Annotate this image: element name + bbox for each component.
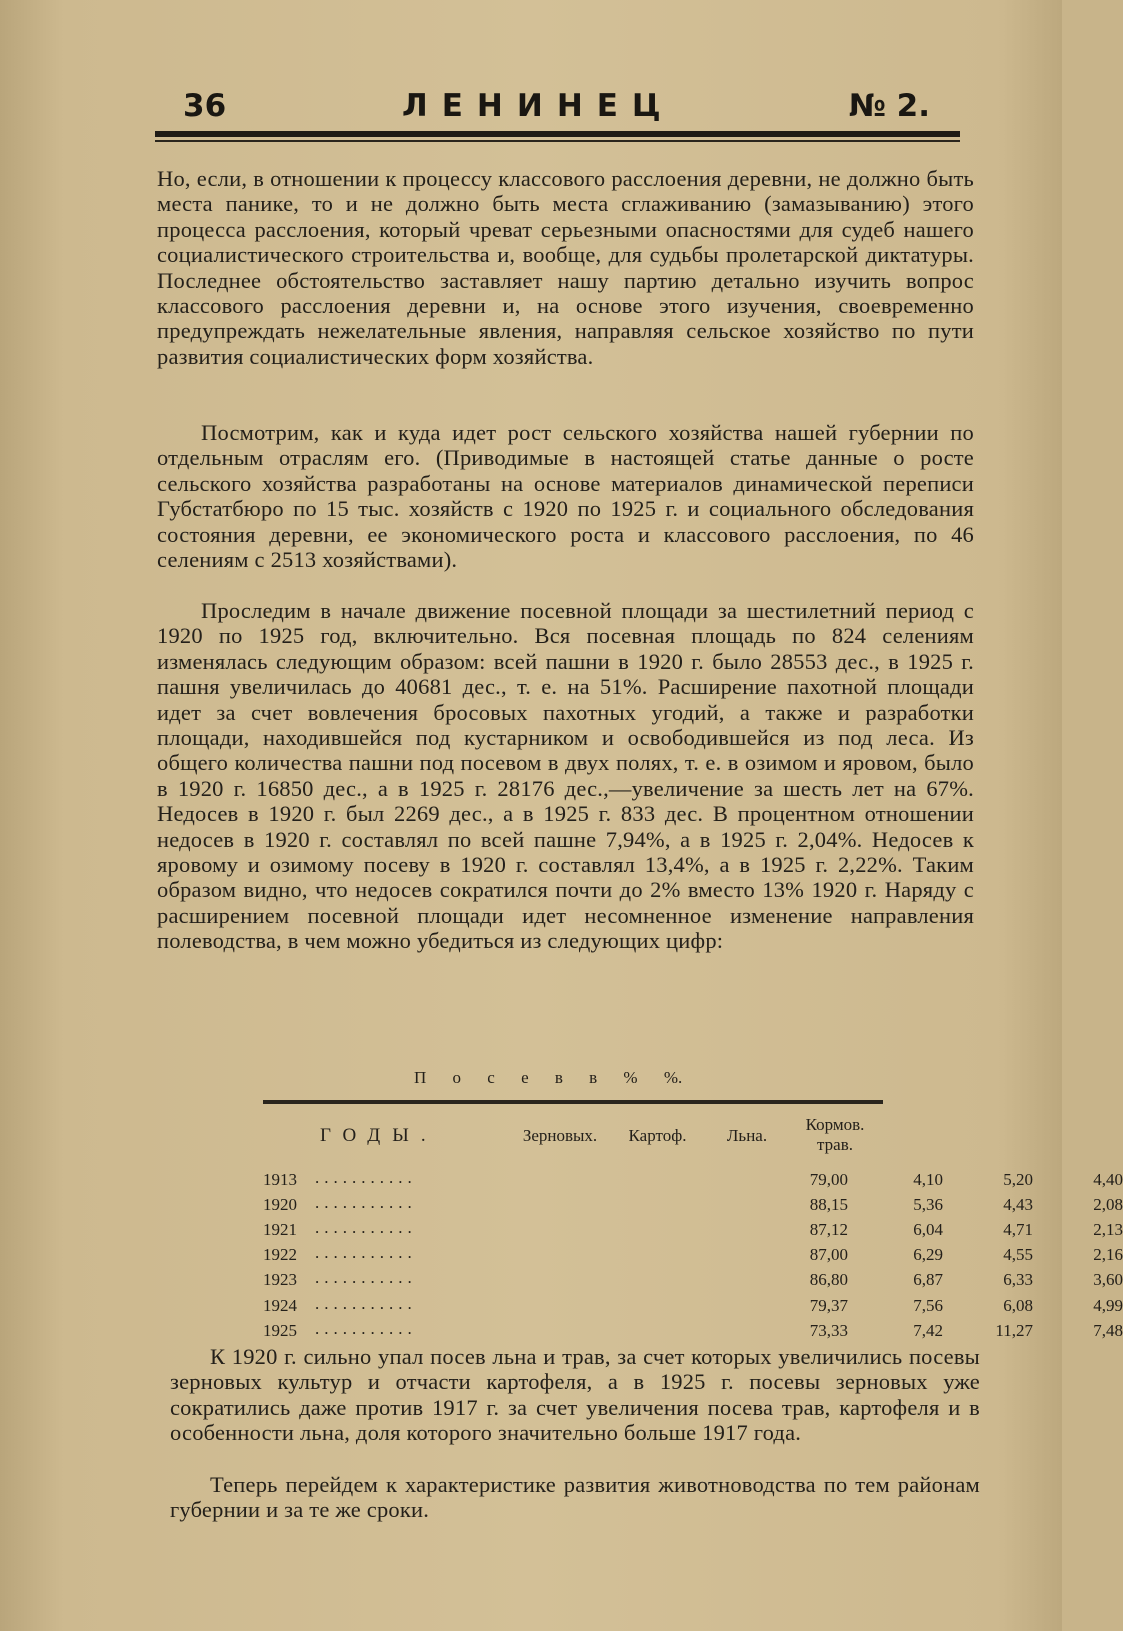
- paragraph-5: Теперь перейдем к характеристике развития животноводства по тем районам губернии и за те же сроки.: [170, 1472, 980, 1523]
- cell-potato: 5,36: [913, 1195, 943, 1214]
- cell-flax: 4,55: [1003, 1245, 1033, 1264]
- cell-fodder: 3,60: [1093, 1270, 1123, 1289]
- cell-fodder: 2,13: [1093, 1220, 1123, 1239]
- cell-grain: 79,37: [809, 1296, 848, 1315]
- cell-grain: 86,80: [809, 1270, 848, 1289]
- table-header-years: ГОДЫ.: [320, 1125, 438, 1146]
- cell-grain: 87,12: [809, 1220, 848, 1239]
- cell-grain: 88,15: [809, 1195, 848, 1214]
- row-dots: ...........: [315, 1168, 417, 1187]
- table-row: [263, 1268, 1123, 1295]
- table-header-flax: Льна.: [726, 1126, 768, 1145]
- table-top-rule: [263, 1100, 883, 1104]
- cell-flax: 6,33: [1003, 1270, 1033, 1289]
- row-dots: ...........: [315, 1243, 417, 1262]
- page-header: [155, 88, 960, 128]
- row-dots: ...........: [315, 1294, 417, 1313]
- cell-grain: 79,00: [809, 1170, 848, 1189]
- table-header-potato: Картоф.: [628, 1126, 687, 1145]
- cell-flax: 11,27: [995, 1321, 1033, 1340]
- row-dots: ...........: [315, 1319, 417, 1338]
- table-header-fodder: Кормов. трав.: [805, 1115, 865, 1154]
- row-year: 1922: [263, 1245, 297, 1264]
- table-header-grain: Зерновых.: [522, 1126, 598, 1145]
- table-title: П о с е в в % %.: [414, 1068, 683, 1087]
- row-dots: ...........: [315, 1218, 417, 1237]
- row-year: 1920: [263, 1195, 297, 1214]
- header-rule-thin: [155, 140, 960, 142]
- row-year: 1921: [263, 1220, 297, 1239]
- cell-grain: 87,00: [809, 1245, 848, 1264]
- table-row: [263, 1294, 1123, 1321]
- cell-flax: 5,20: [1003, 1170, 1033, 1189]
- row-dots: ...........: [315, 1193, 417, 1212]
- table-row: [263, 1319, 1123, 1346]
- cell-fodder: 7,48: [1093, 1321, 1123, 1340]
- cell-potato: 6,29: [913, 1245, 943, 1264]
- issue-number: № 2.: [848, 88, 930, 124]
- paragraph-4: К 1920 г. сильно упал посев льна и трав, за счет которых увеличились посевы зерновых культур и отчасти картофеля, а в 1925 г. посевы зерновых уже сократились даже против 1917 г. за счет увеличения посева трав, картофеля и в особенности льна, доля которого значительно больше 1917 года.: [170, 1344, 980, 1446]
- row-year: 1924: [263, 1296, 297, 1315]
- cell-flax: 4,43: [1003, 1195, 1033, 1214]
- cell-flax: 4,71: [1003, 1220, 1033, 1239]
- table-row: [263, 1218, 1123, 1245]
- page-number: 36: [183, 88, 227, 124]
- row-year: 1923: [263, 1270, 297, 1289]
- cell-fodder: 4,99: [1093, 1296, 1123, 1315]
- cell-fodder: 2,16: [1093, 1245, 1123, 1264]
- cell-potato: 6,87: [913, 1270, 943, 1289]
- journal-title: ЛЕНИНЕЦ: [402, 88, 675, 124]
- row-year: 1913: [263, 1170, 297, 1189]
- cell-grain: 73,33: [809, 1321, 848, 1340]
- paragraph-3: Проследим в начале движение посевной площади за шестилетний период с 1920 по 1925 год, включительно. Вся посевная площадь по 824 селениям изменялась следующим образом: всей пашни в 1920 г. было 28553 дес., в 1925 г. пашня увеличилась до 40681 дес., т. е. на 51%. Расширение пахотной площади идет за счет вовлечения бросовых пахотных угодий, а также и разработки площади, находившейся под кустарником и освободившейся из под леса. Из общего количества пашни под посевом в двух полях, т. е. в озимом и яровом, было в 1920 г. 16850 дес., а в 1925 г. 28176 дес.,—увеличение за шесть лет на 67%. Недосев в 1920 г. был 2269 дес., а в 1925 г. 833 дес. В процентном отношении недосев в 1920 г. составлял по всей пашне 7,94%, а в 1925 г. 2,04%. Недосев к яровому и озимому посеву в 1920 г. составлял 13,4%, а в 1925 г. 2,22%. Таким образом видно, что недосев сократился почти до 2% вместо 13% 1920 г. Наряду с расширением посевной площади идет несомненное изменение направления полеводства, в чем можно убедиться из следующих цифр:: [157, 598, 974, 954]
- paragraph-1: Но, если, в отношении к процессу классового расслоения деревни, не должно быть места панике, то и не должно быть места сглаживанию (замазыванию) этого процесса расслоения, который чреват серьезными опасностями для судеб нашего социалистического строительства и, вообще, для судьбы пролетарской диктатуры. Последнее обстоятельство заставляет нашу партию детально изучить вопрос классового расслоения деревни и, на основе этого изучения, своевременно предупреждать нежелательные явления, направляя сельское хозяйство по пути развития социалистических форм хозяйства.: [157, 166, 974, 369]
- header-rule-thick: [155, 131, 960, 137]
- cell-potato: 7,56: [913, 1296, 943, 1315]
- cell-potato: 4,10: [913, 1170, 943, 1189]
- row-year: 1925: [263, 1321, 297, 1340]
- cell-fodder: 4,40: [1093, 1170, 1123, 1189]
- table-row: [263, 1243, 1123, 1270]
- cell-fodder: 2,08: [1093, 1195, 1123, 1214]
- cell-potato: 6,04: [913, 1220, 943, 1239]
- table-row: [263, 1168, 1123, 1195]
- row-dots: ...........: [315, 1268, 417, 1287]
- cell-potato: 7,42: [913, 1321, 943, 1340]
- table-row: [263, 1193, 1123, 1220]
- paragraph-2: Посмотрим, как и куда идет рост сельского хозяйства нашей губернии по отдельным отраслям его. (Приводимые в настоящей статье данные о росте сельского хозяйства разработаны на основе материалов динамической переписи Губстатбюро по 15 тыс. хозяйств с 1920 по 1925 г. и социального обследования состояния деревни, ее экономического роста и классового расслоения, по 46 селениям с 2513 хозяйствами).: [157, 420, 974, 573]
- cell-flax: 6,08: [1003, 1296, 1033, 1315]
